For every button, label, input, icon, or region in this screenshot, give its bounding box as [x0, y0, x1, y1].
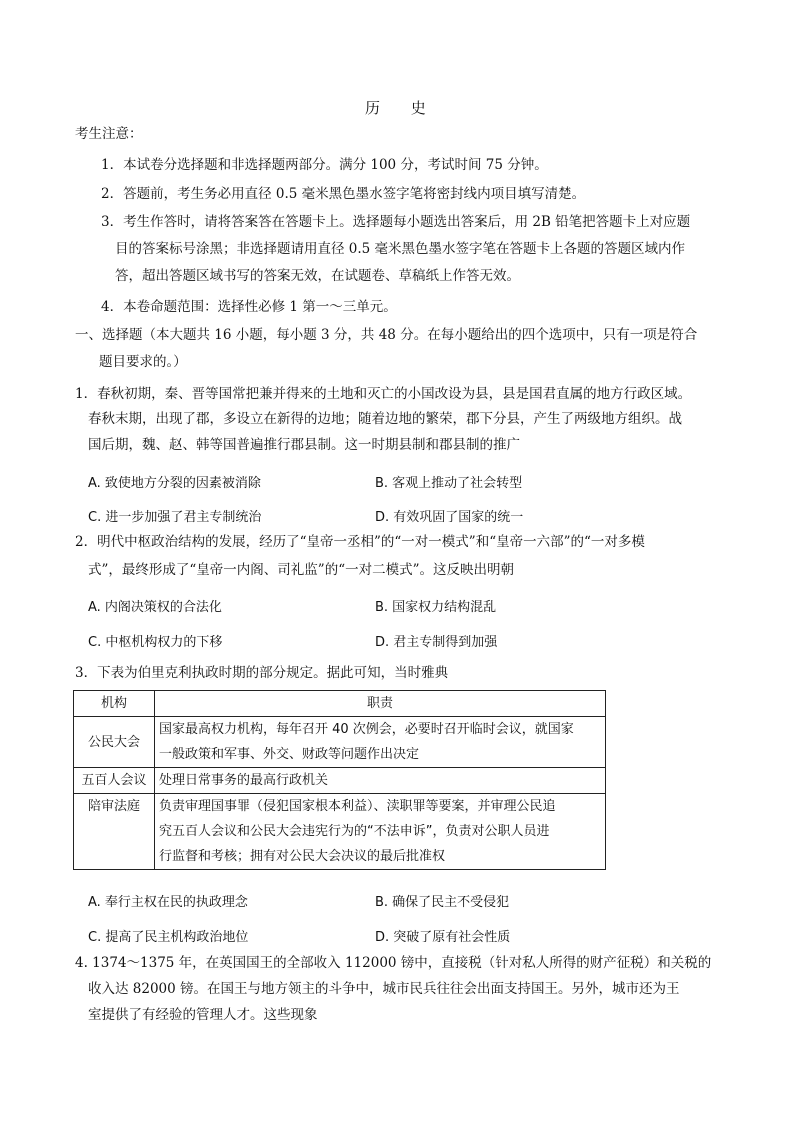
notice-item-1: 1．本试卷分选择题和非选择题两部分。满分 100 分，考试时间 75 分钟。	[101, 157, 548, 173]
q4-stem-line-1: 4. 1374～1375 年，在英国国王的全部收入 112000 镑中，直接税（针对私人所得的财产征税）和关税的	[75, 955, 712, 971]
notice-item-3-cont-1: 目的答案标号涂黑；非选择题请用直径 0.5 毫米黑色墨水签字笔在答题卡上各题的答题区域内作	[115, 241, 686, 257]
q3-option-a: A. 奉行主权在民的执政理念	[88, 895, 248, 910]
duty-line: 处理日常事务的最高行政机关	[159, 773, 329, 788]
notice-item-3: 3．考生作答时，请将答案答在答题卡上。选择题每小题选出答案后，用 2B 铅笔把答题卡上对应题	[101, 214, 691, 230]
q2-option-a: A. 内阁决策权的合法化	[88, 600, 222, 615]
notice-item-2: 2．答题前，考生务必用直径 0.5 毫米黑色墨水签字笔将密封线内项目填写清楚。	[101, 186, 586, 202]
page-title	[365, 97, 426, 118]
q1-stem-line-1: 1．春秋初期，秦、晋等国常把兼并得来的土地和灭亡的小国改设为县，县是国君直属的地方行政区域。	[75, 386, 692, 402]
table-cell-duty	[155, 717, 606, 768]
q4-stem-line-3: 室提供了有经验的管理人才。这些现象	[88, 1007, 318, 1023]
notice-item-4: 4．本卷命题范围：选择性必修 1 第一～三单元。	[101, 299, 397, 315]
q3-option-b: B. 确保了民主不受侵犯	[375, 895, 510, 910]
section-heading: 一、选择题（本大题共 16 小题，每小题 3 分，共 48 分。在每小题给出的四个选项中，只有一项是符合	[75, 327, 698, 343]
title-char-1: 历	[365, 99, 381, 117]
table-header-row	[74, 691, 606, 717]
table-row	[74, 768, 606, 794]
q1-option-a: A. 致使地方分裂的因素被消除	[88, 476, 261, 491]
duty-line: 负责审理国事罪（侵犯国家根本利益）、渎职罪等要案，并审理公民追	[159, 799, 556, 814]
table-cell-institution: 陪审法庭	[74, 794, 155, 870]
table-cell-institution: 五百人会议	[74, 768, 155, 794]
notice-heading: 考生注意：	[75, 126, 143, 142]
section-heading-cont: 题目要求的。）	[99, 354, 187, 370]
q1-stem-line-3: 国后期，魏、赵、韩等国普遍推行郡县制。这一时期县制和郡县制的推广	[88, 437, 520, 453]
table-cell-duty	[155, 768, 606, 794]
q1-option-d: D. 有效巩固了国家的统一	[375, 510, 524, 525]
table-cell-institution: 公民大会	[74, 717, 155, 768]
q2-option-b: B. 国家权力结构混乱	[375, 600, 497, 615]
q1-option-b: B. 客观上推动了社会转型	[375, 476, 523, 491]
q1-stem-line-2: 春秋末期，出现了郡，多设立在新得的边地；随着边地的繁荣，郡下分县，产生了两级地方组织。战	[88, 411, 682, 427]
q2-stem-line-1: 2．明代中枢政治结构的发展，经历了“皇帝一丞相”的“一对一模式”和“皇帝一六部”的“一对多模	[75, 534, 645, 550]
duty-line: 行监督和考核；拥有对公民大会决议的最后批准权	[159, 849, 446, 864]
table-row	[74, 794, 606, 870]
q2-option-d: D. 君主专制得到加强	[375, 635, 498, 650]
table-header-cell: 机构	[74, 691, 155, 717]
q1-option-c: C. 进一步加强了君主专制统治	[88, 510, 262, 525]
duty-line: 一般政策和军事、外交、财政等问题作出决定	[159, 747, 420, 762]
q2-stem-line-2: 式”，最终形成了“皇帝一内阁、司礼监”的“一对二模式”。这反映出明朝	[88, 562, 515, 578]
q2-option-c: C. 中枢机构权力的下移	[88, 635, 223, 650]
table-row	[74, 717, 606, 768]
q4-stem-line-2: 收入达 82000 镑。在国王与地方领主的斗争中，城市民兵往往会出面支持国王。另外，城市还为王	[88, 981, 680, 997]
duty-line: 国家最高权力机构，每年召开 40 次例会，必要时召开临时会议，就国家	[159, 722, 574, 737]
q3-stem: 3．下表为伯里克利执政时期的部分规定。据此可知，当时雅典	[75, 665, 449, 681]
notice-item-3-cont-2: 答，超出答题区域书写的答案无效，在试题卷、草稿纸上作答无效。	[115, 268, 520, 284]
duty-line: 究五百人会议和公民大会违宪行为的“不法申诉”，负责对公职人员进	[159, 824, 550, 839]
q3-option-c: C. 提高了民主机构政治地位	[88, 930, 249, 945]
table-header-cell: 职责	[155, 691, 606, 717]
q3-table	[73, 690, 606, 870]
q3-option-d: D. 突破了原有社会性质	[375, 930, 511, 945]
title-char-2: 史	[410, 99, 426, 117]
table-cell-duty	[155, 794, 606, 870]
